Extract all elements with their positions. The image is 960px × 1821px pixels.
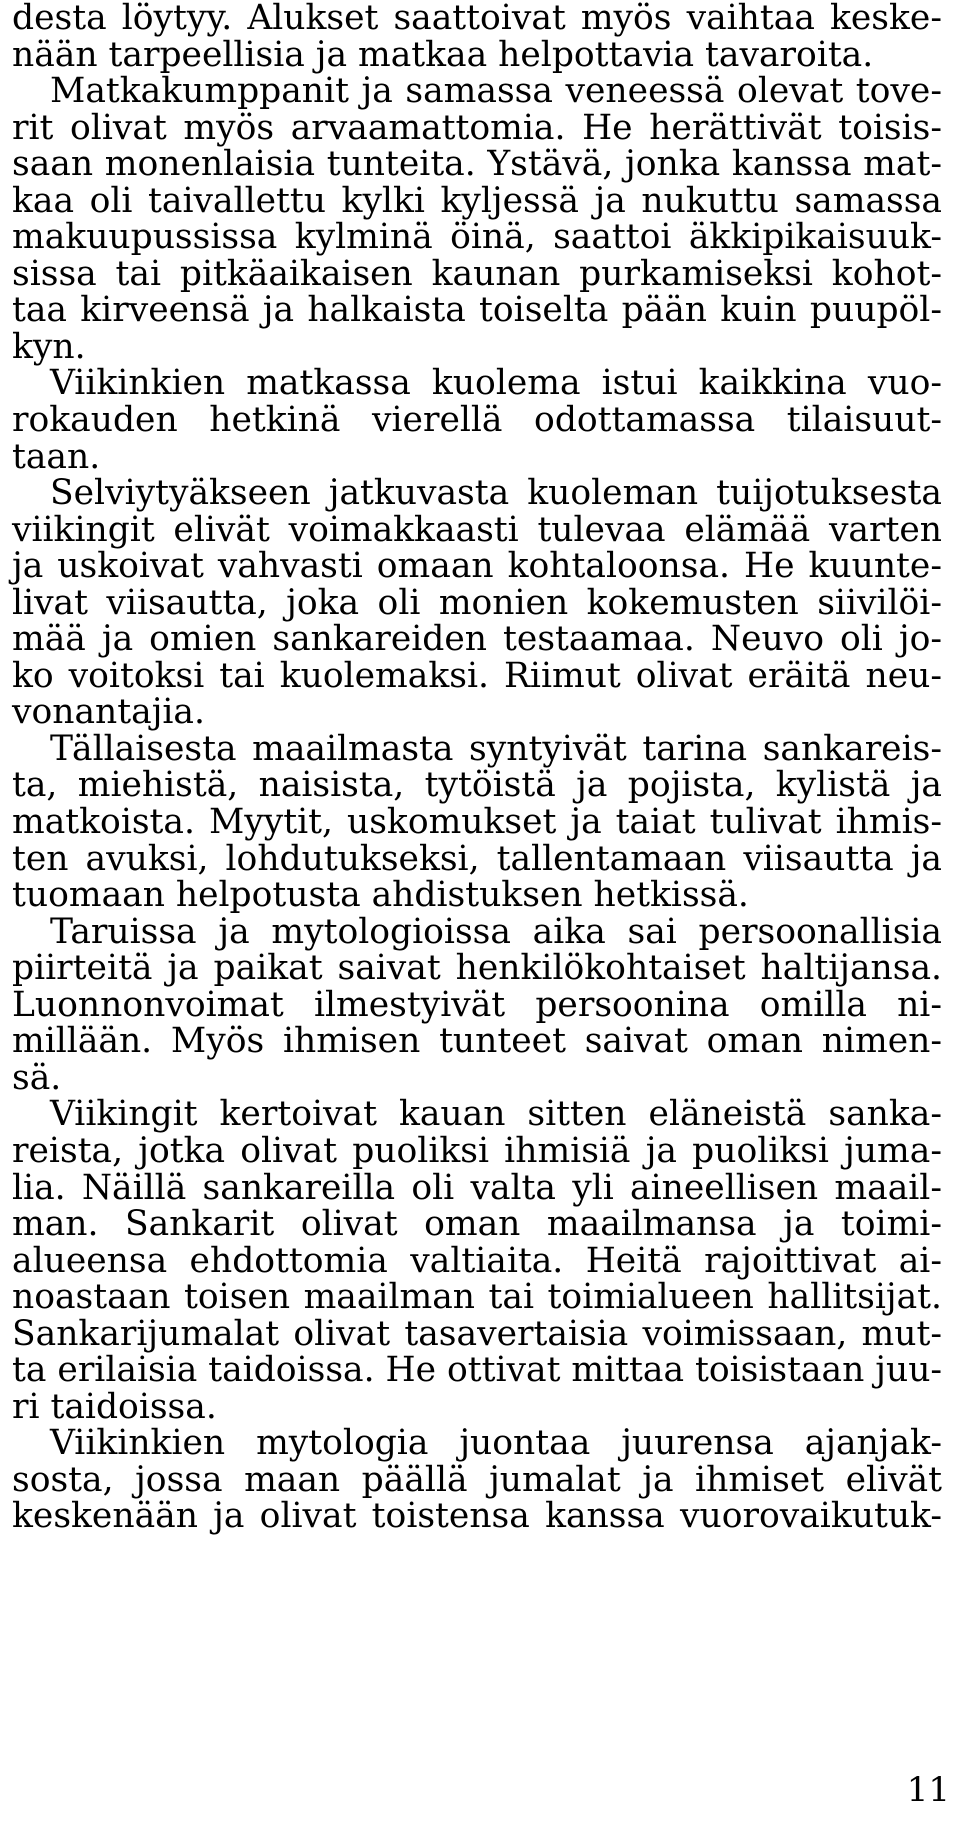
text-line: ja uskoivat vahvasti omaan kohtaloonsa. He kuunte- xyxy=(12,546,942,587)
text-line: man. Sankarit olivat oman maailmansa ja toimi- xyxy=(12,1204,942,1245)
text-line: noastaan toisen maailman tai toimialueen hallitsijat. xyxy=(12,1277,942,1318)
text-line: taan. xyxy=(12,436,101,477)
text-line: livat viisautta, joka oli monien kokemusten siivilöi- xyxy=(12,582,942,623)
text-line: ten avuksi, lohdutukseksi, tallentamaan viisautta ja xyxy=(12,838,942,879)
text-line: kyn. xyxy=(12,326,86,367)
text-line: keskenään ja olivat toistensa kanssa vuorovaikutuk- xyxy=(12,1496,942,1537)
text-line: mää ja omien sankareiden testaamaa. Neuvo oli jo- xyxy=(12,619,942,660)
text-line: nään tarpeellisia ja matkaa helpottavia tavaroita. xyxy=(12,34,874,75)
paragraph-first-line: Viikinkien mytologia juontaa juurensa ajanjak- xyxy=(50,1423,942,1464)
text-line: matkoista. Myytit, uskomukset ja taiat tulivat ihmis- xyxy=(12,802,942,843)
text-line: tuomaan helpotusta ahdistuksen hetkissä. xyxy=(12,875,749,916)
text-line: sissa tai pitkäaikaisen kaunan purkamiseksi kohot- xyxy=(12,253,942,294)
text-line: ta, miehistä, naisista, tytöistä ja pojista, kylistä ja xyxy=(12,765,942,806)
paragraph-first-line: Tällaisesta maailmasta syntyivät tarina sankareis- xyxy=(50,728,942,769)
text-line: rokauden hetkinä vierellä odottamassa tilaisuut- xyxy=(12,400,942,441)
text-line: millään. Myös ihmisen tunteet saivat oman nimen- xyxy=(12,1021,942,1062)
text-line: desta löytyy. Alukset saattoivat myös vaihtaa keske- xyxy=(12,0,942,38)
text-line: rit olivat myös arvaamattomia. He herättivät toisis- xyxy=(12,107,942,148)
text-line: ri taidoissa. xyxy=(12,1386,217,1427)
text-line: viikingit elivät voimakkaasti tulevaa elämää varten xyxy=(12,509,942,550)
paragraph-first-line: Viikinkien matkassa kuolema istui kaikkina vuo- xyxy=(50,363,942,404)
text-line: sosta, jossa maan päällä jumalat ja ihmiset elivät xyxy=(12,1459,942,1500)
body-text xyxy=(12,0,942,1535)
text-line: kaa oli taivallettu kylki kyljessä ja nukuttu samassa xyxy=(12,180,942,221)
text-line: Luonnonvoimat ilmestyivät persoonina omilla ni- xyxy=(12,984,942,1025)
text-line: lia. Näillä sankareilla oli valta yli aineellisen maail- xyxy=(12,1167,942,1208)
paragraph-first-line: Taruissa ja mytologioissa aika sai persoonallisia xyxy=(50,911,942,952)
text-line: reista, jotka olivat puoliksi ihmisiä ja puoliksi juma- xyxy=(12,1130,942,1171)
text-line: saan monenlaisia tunteita. Ystävä, jonka kanssa mat- xyxy=(12,144,942,185)
text-line: taa kirveensä ja halkaista toiselta pään kuin puupöl- xyxy=(12,290,942,331)
text-line: makuupussissa kylminä öinä, saattoi äkkipikaisuuk- xyxy=(12,217,942,258)
text-line: sä. xyxy=(12,1057,62,1098)
text-line: ta erilaisia taidoissa. He ottivat mittaa toisistaan juu- xyxy=(12,1350,943,1391)
text-line: alueensa ehdottomia valtiaita. Heitä rajoittivat ai- xyxy=(12,1240,942,1281)
text-line: piirteitä ja paikat saivat henkilökohtaiset haltijansa. xyxy=(12,948,942,989)
paragraph-first-line: Viikingit kertoivat kauan sitten eläneistä sanka- xyxy=(50,1094,942,1135)
text-line: ko voitoksi tai kuolemaksi. Riimut olivat eräitä neu- xyxy=(12,655,942,696)
page-number: 11 xyxy=(906,1770,950,1810)
paragraph-first-line: Matkakumppanit ja samassa veneessä olevat tove- xyxy=(50,71,942,112)
text-line: Sankarijumalat olivat tasavertaisia voimissaan, mut- xyxy=(12,1313,942,1354)
paragraph-first-line: Selviytyäkseen jatkuvasta kuoleman tuijotuksesta xyxy=(50,473,942,514)
text-line: vonantajia. xyxy=(12,692,205,733)
